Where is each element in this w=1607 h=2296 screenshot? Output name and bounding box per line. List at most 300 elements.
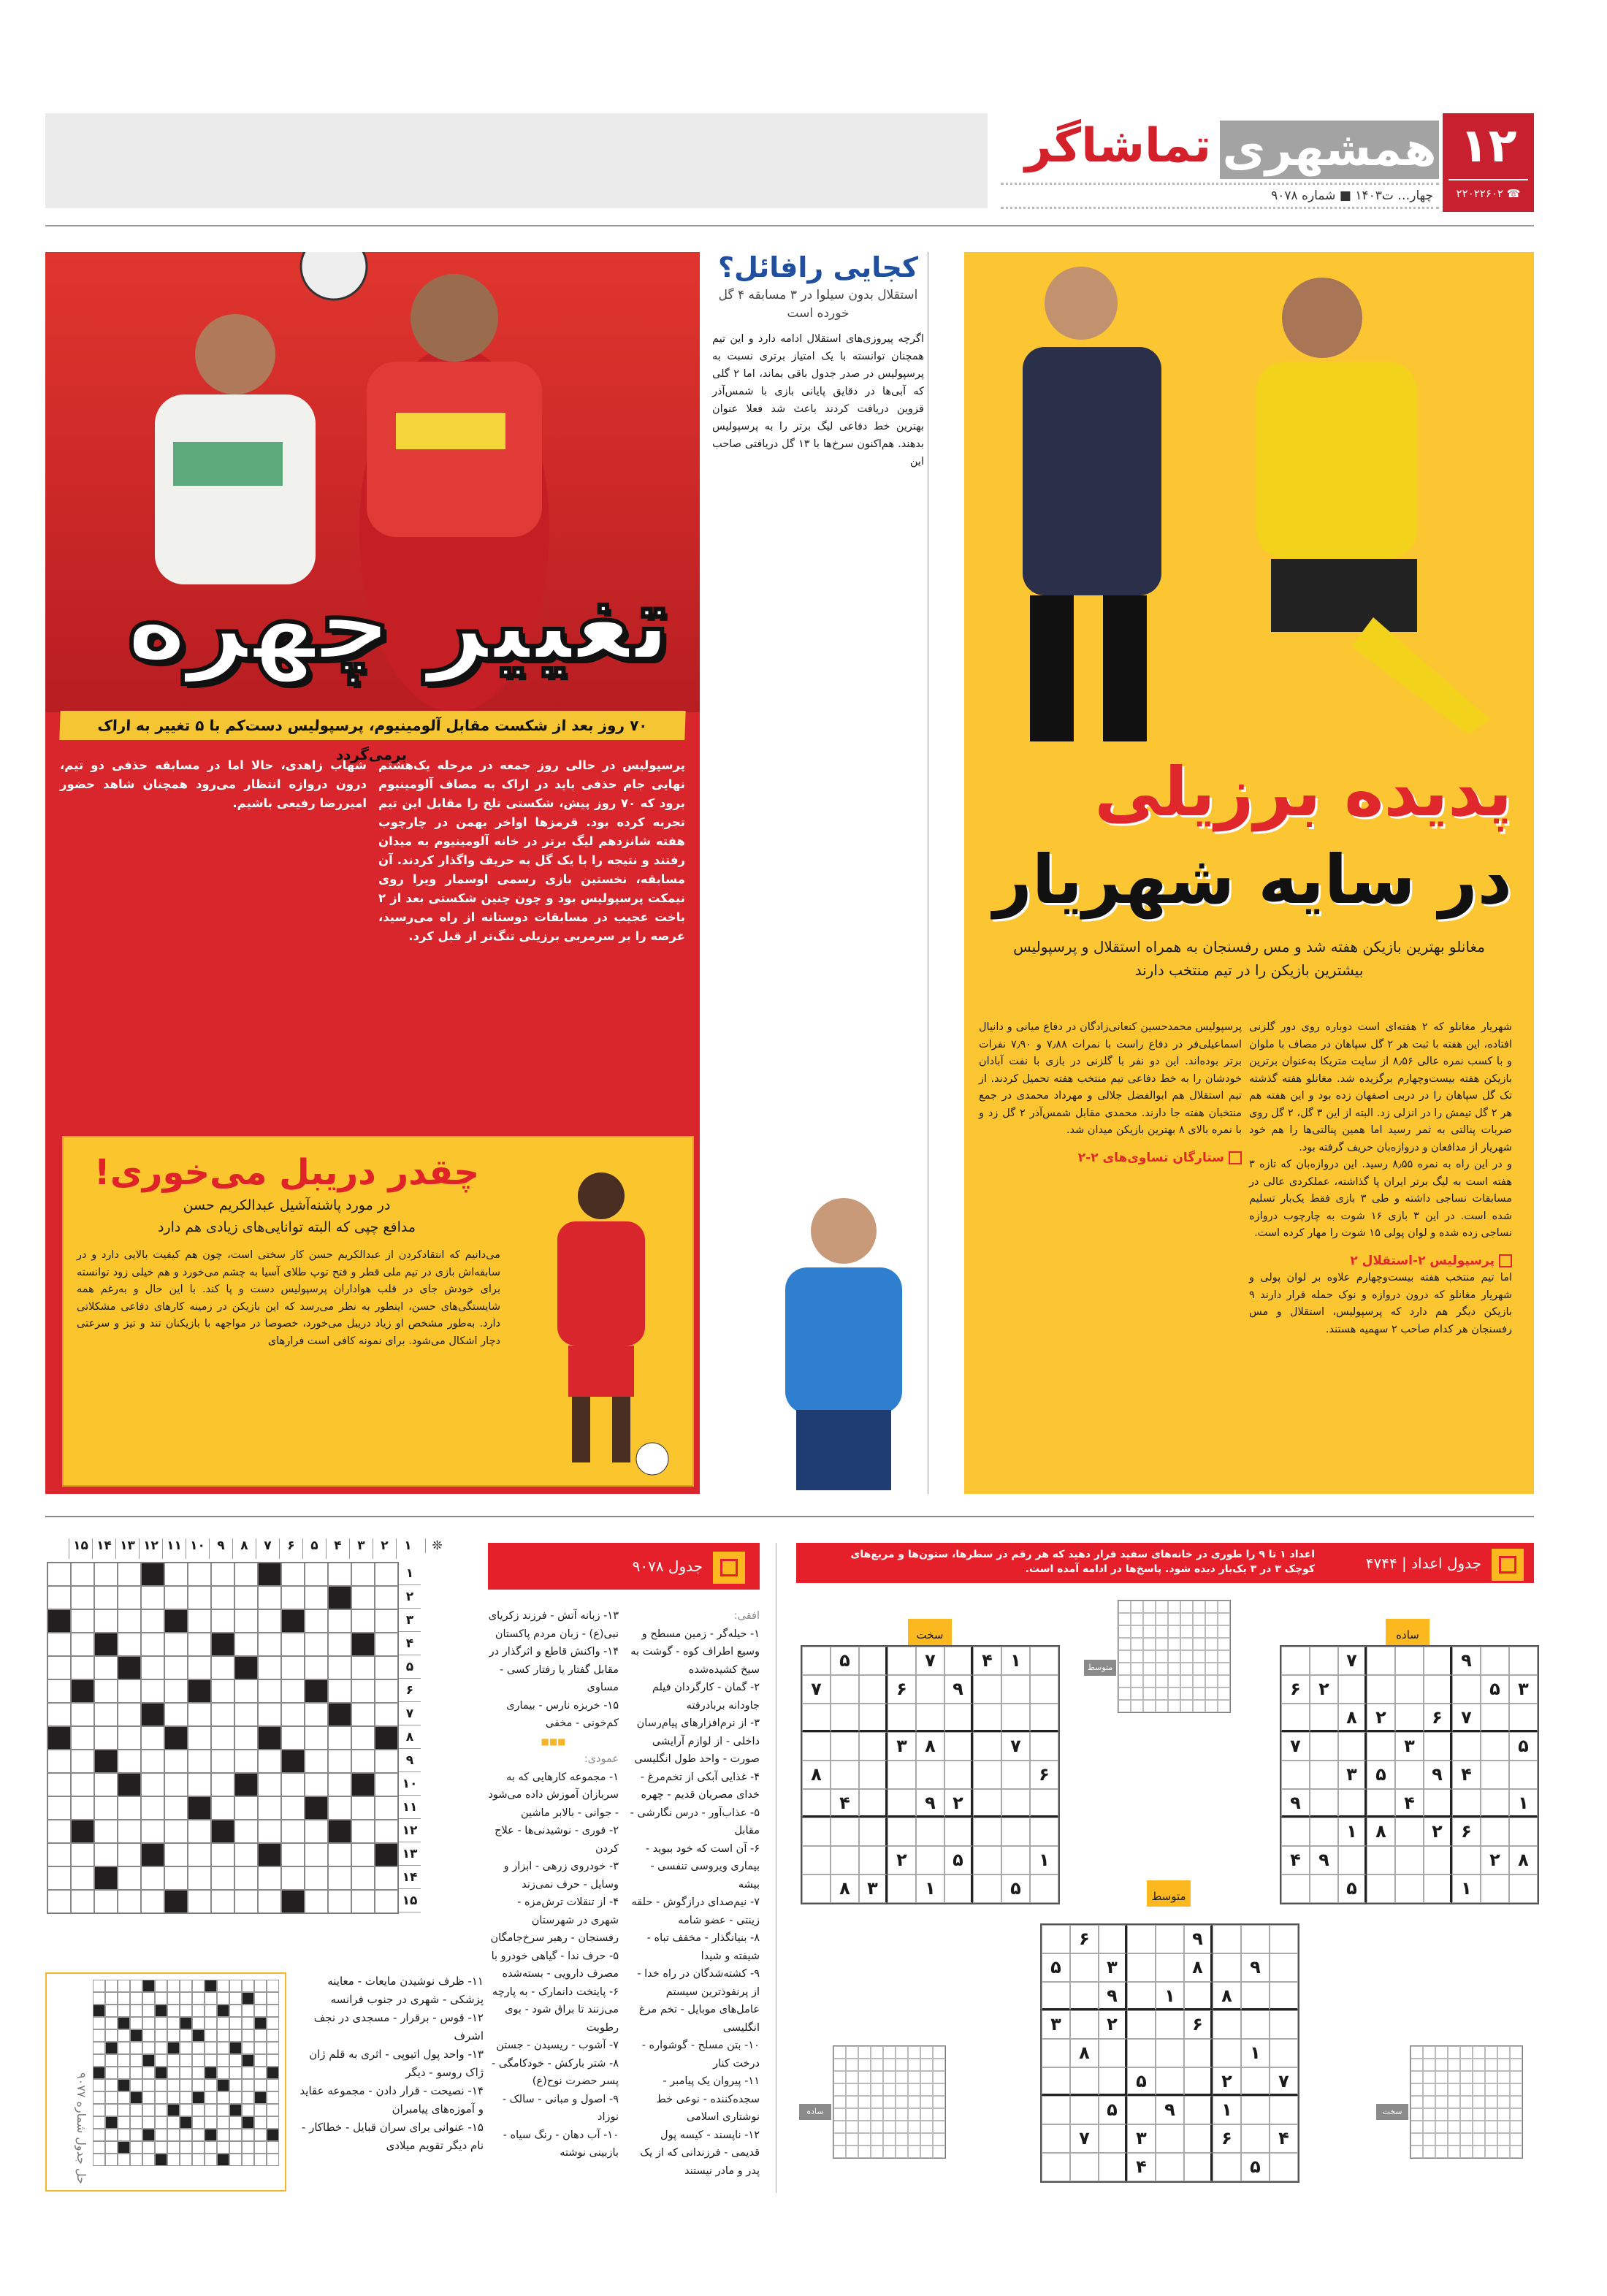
- empty-cell[interactable]: [1156, 2039, 1184, 2067]
- empty-cell[interactable]: [831, 1732, 859, 1761]
- crossword-cell[interactable]: [328, 1843, 351, 1866]
- crossword-cell[interactable]: [164, 1866, 188, 1890]
- crossword-cell[interactable]: [281, 1796, 305, 1820]
- crossword-cell[interactable]: [118, 1750, 141, 1773]
- crossword-cell[interactable]: [188, 1820, 211, 1843]
- empty-cell[interactable]: [1481, 1704, 1509, 1732]
- empty-cell[interactable]: [831, 1761, 859, 1789]
- crossword-cell[interactable]: [71, 1843, 94, 1866]
- crossword-cell[interactable]: [94, 1843, 118, 1866]
- crossword-cell[interactable]: [375, 1656, 398, 1679]
- crossword-cell[interactable]: [328, 1633, 351, 1656]
- crossword-cell[interactable]: [328, 1796, 351, 1820]
- crossword-cell[interactable]: [351, 1750, 375, 1773]
- empty-cell[interactable]: [916, 1761, 944, 1789]
- empty-cell[interactable]: [1042, 2096, 1070, 2124]
- empty-cell[interactable]: [1424, 1732, 1452, 1761]
- crossword-cell[interactable]: [141, 1866, 164, 1890]
- empty-cell[interactable]: [1030, 1818, 1058, 1846]
- empty-cell[interactable]: [859, 1818, 888, 1846]
- crossword-cell[interactable]: [211, 1679, 234, 1703]
- empty-cell[interactable]: [1001, 1761, 1030, 1789]
- crossword-cell[interactable]: [258, 1679, 281, 1703]
- crossword-cell[interactable]: [281, 1633, 305, 1656]
- crossword-cell[interactable]: [118, 1866, 141, 1890]
- crossword-cell[interactable]: [47, 1796, 71, 1820]
- empty-cell[interactable]: [916, 1846, 944, 1874]
- crossword-cell[interactable]: [164, 1843, 188, 1866]
- crossword-cell[interactable]: [234, 1890, 258, 1913]
- empty-cell[interactable]: [888, 1704, 916, 1732]
- crossword-cell[interactable]: [141, 1890, 164, 1913]
- empty-cell[interactable]: [1367, 1675, 1395, 1704]
- sudoku-easy[interactable]: [1280, 1645, 1539, 1904]
- empty-cell[interactable]: [1156, 1925, 1184, 1953]
- empty-cell[interactable]: [1099, 2067, 1127, 2096]
- empty-cell[interactable]: [1270, 1982, 1298, 2010]
- empty-cell[interactable]: [1424, 1874, 1452, 1903]
- crossword-cell[interactable]: [305, 1890, 328, 1913]
- empty-cell[interactable]: [1156, 2153, 1184, 2181]
- empty-cell[interactable]: [1270, 2153, 1298, 2181]
- crossword-cell[interactable]: [211, 1726, 234, 1750]
- crossword-cell[interactable]: [281, 1866, 305, 1890]
- crossword-cell[interactable]: [211, 1866, 234, 1890]
- empty-cell[interactable]: [1270, 2010, 1298, 2039]
- crossword-cell[interactable]: [375, 1609, 398, 1633]
- crossword-cell[interactable]: [141, 1679, 164, 1703]
- empty-cell[interactable]: [1030, 1675, 1058, 1704]
- crossword-cell[interactable]: [118, 1703, 141, 1726]
- empty-cell[interactable]: [888, 1761, 916, 1789]
- empty-cell[interactable]: [1424, 1789, 1452, 1818]
- empty-cell[interactable]: [802, 1704, 831, 1732]
- empty-cell[interactable]: [1156, 2067, 1184, 2096]
- empty-cell[interactable]: [1127, 2039, 1156, 2067]
- crossword-cell[interactable]: [47, 1656, 71, 1679]
- empty-cell[interactable]: [1481, 1647, 1509, 1675]
- empty-cell[interactable]: [1310, 1818, 1338, 1846]
- empty-cell[interactable]: [944, 1732, 973, 1761]
- crossword-cell[interactable]: [375, 1820, 398, 1843]
- empty-cell[interactable]: [1310, 1732, 1338, 1761]
- empty-cell[interactable]: [888, 1874, 916, 1903]
- empty-cell[interactable]: [1213, 1953, 1241, 1982]
- empty-cell[interactable]: [1509, 1704, 1538, 1732]
- empty-cell[interactable]: [1184, 2039, 1213, 2067]
- empty-cell[interactable]: [1310, 1761, 1338, 1789]
- crossword-cell[interactable]: [211, 1703, 234, 1726]
- crossword-cell[interactable]: [234, 1633, 258, 1656]
- crossword-cell[interactable]: [211, 1890, 234, 1913]
- empty-cell[interactable]: [1270, 1925, 1298, 1953]
- empty-cell[interactable]: [1281, 1704, 1310, 1732]
- crossword-cell[interactable]: [351, 1679, 375, 1703]
- crossword-cell[interactable]: [164, 1656, 188, 1679]
- crossword-cell[interactable]: [281, 1586, 305, 1609]
- crossword-cell[interactable]: [305, 1726, 328, 1750]
- crossword-cell[interactable]: [328, 1563, 351, 1586]
- crossword-cell[interactable]: [258, 1633, 281, 1656]
- empty-cell[interactable]: [1424, 1647, 1452, 1675]
- crossword-cell[interactable]: [188, 1866, 211, 1890]
- crossword-cell[interactable]: [375, 1750, 398, 1773]
- empty-cell[interactable]: [1030, 1789, 1058, 1818]
- crossword-cell[interactable]: [141, 1796, 164, 1820]
- empty-cell[interactable]: [1367, 1846, 1395, 1874]
- crossword-cell[interactable]: [47, 1820, 71, 1843]
- empty-cell[interactable]: [831, 1818, 859, 1846]
- crossword-cell[interactable]: [188, 1750, 211, 1773]
- crossword-cell[interactable]: [258, 1750, 281, 1773]
- crossword-cell[interactable]: [188, 1656, 211, 1679]
- empty-cell[interactable]: [1184, 2124, 1213, 2153]
- crossword-cell[interactable]: [141, 1633, 164, 1656]
- crossword-cell[interactable]: [258, 1703, 281, 1726]
- empty-cell[interactable]: [973, 1818, 1001, 1846]
- empty-cell[interactable]: [859, 1846, 888, 1874]
- crossword-cell[interactable]: [234, 1609, 258, 1633]
- crossword-cell[interactable]: [118, 1726, 141, 1750]
- crossword-cell[interactable]: [375, 1796, 398, 1820]
- empty-cell[interactable]: [1367, 1789, 1395, 1818]
- crossword-cell[interactable]: [375, 1633, 398, 1656]
- crossword-cell[interactable]: [375, 1866, 398, 1890]
- crossword-cell[interactable]: [258, 1609, 281, 1633]
- crossword-cell[interactable]: [94, 1890, 118, 1913]
- crossword-cell[interactable]: [305, 1703, 328, 1726]
- crossword-cell[interactable]: [118, 1820, 141, 1843]
- crossword-cell[interactable]: [71, 1609, 94, 1633]
- crossword-cell[interactable]: [141, 1586, 164, 1609]
- crossword-cell[interactable]: [328, 1750, 351, 1773]
- empty-cell[interactable]: [1338, 1732, 1367, 1761]
- empty-cell[interactable]: [944, 1704, 973, 1732]
- crossword-cell[interactable]: [234, 1726, 258, 1750]
- crossword-cell[interactable]: [47, 1633, 71, 1656]
- empty-cell[interactable]: [1213, 2039, 1241, 2067]
- crossword-cell[interactable]: [351, 1843, 375, 1866]
- crossword-cell[interactable]: [141, 1750, 164, 1773]
- crossword-cell[interactable]: [71, 1750, 94, 1773]
- crossword-cell[interactable]: [47, 1866, 71, 1890]
- crossword-cell[interactable]: [281, 1656, 305, 1679]
- empty-cell[interactable]: [1310, 1874, 1338, 1903]
- crossword-cell[interactable]: [328, 1679, 351, 1703]
- empty-cell[interactable]: [888, 1789, 916, 1818]
- crossword-cell[interactable]: [258, 1773, 281, 1796]
- empty-cell[interactable]: [1424, 1846, 1452, 1874]
- crossword-cell[interactable]: [351, 1726, 375, 1750]
- crossword-cell[interactable]: [258, 1586, 281, 1609]
- crossword-cell[interactable]: [305, 1609, 328, 1633]
- crossword-cell[interactable]: [164, 1586, 188, 1609]
- empty-cell[interactable]: [916, 1818, 944, 1846]
- empty-cell[interactable]: [1127, 1953, 1156, 1982]
- crossword-cell[interactable]: [211, 1656, 234, 1679]
- empty-cell[interactable]: [1270, 1953, 1298, 1982]
- empty-cell[interactable]: [1001, 1675, 1030, 1704]
- crossword-cell[interactable]: [351, 1796, 375, 1820]
- empty-cell[interactable]: [859, 1789, 888, 1818]
- crossword-cell[interactable]: [305, 1843, 328, 1866]
- crossword-cell[interactable]: [328, 1726, 351, 1750]
- crossword-cell[interactable]: [281, 1843, 305, 1866]
- sudoku-hard[interactable]: [801, 1645, 1060, 1904]
- empty-cell[interactable]: [1030, 1704, 1058, 1732]
- crossword-cell[interactable]: [188, 1563, 211, 1586]
- crossword-cell[interactable]: [305, 1586, 328, 1609]
- crossword-cell[interactable]: [141, 1773, 164, 1796]
- empty-cell[interactable]: [944, 1647, 973, 1675]
- crossword-cell[interactable]: [211, 1773, 234, 1796]
- crossword-cell[interactable]: [281, 1679, 305, 1703]
- empty-cell[interactable]: [916, 1675, 944, 1704]
- crossword-cell[interactable]: [351, 1656, 375, 1679]
- crossword-cell[interactable]: [71, 1796, 94, 1820]
- crossword-cell[interactable]: [118, 1796, 141, 1820]
- crossword-cell[interactable]: [118, 1843, 141, 1866]
- crossword-cell[interactable]: [164, 1563, 188, 1586]
- empty-cell[interactable]: [888, 1818, 916, 1846]
- crossword-cell[interactable]: [118, 1586, 141, 1609]
- crossword-cell[interactable]: [211, 1586, 234, 1609]
- crossword-cell[interactable]: [94, 1586, 118, 1609]
- empty-cell[interactable]: [859, 1732, 888, 1761]
- empty-cell[interactable]: [1213, 2153, 1241, 2181]
- crossword-cell[interactable]: [258, 1866, 281, 1890]
- crossword-cell[interactable]: [258, 1890, 281, 1913]
- empty-cell[interactable]: [1452, 1675, 1481, 1704]
- crossword-cell[interactable]: [328, 1866, 351, 1890]
- empty-cell[interactable]: [1481, 1874, 1509, 1903]
- empty-cell[interactable]: [1127, 1925, 1156, 1953]
- empty-cell[interactable]: [973, 1732, 1001, 1761]
- crossword-cell[interactable]: [47, 1843, 71, 1866]
- empty-cell[interactable]: [859, 1675, 888, 1704]
- empty-cell[interactable]: [1424, 1675, 1452, 1704]
- sudoku-medium[interactable]: [1040, 1923, 1299, 2183]
- crossword-cell[interactable]: [94, 1679, 118, 1703]
- crossword-cell[interactable]: [164, 1750, 188, 1773]
- empty-cell[interactable]: [1042, 2153, 1070, 2181]
- crossword-cell[interactable]: [305, 1633, 328, 1656]
- empty-cell[interactable]: [1241, 1925, 1270, 1953]
- empty-cell[interactable]: [1127, 2096, 1156, 2124]
- empty-cell[interactable]: [859, 1704, 888, 1732]
- crossword-cell[interactable]: [258, 1656, 281, 1679]
- empty-cell[interactable]: [1270, 2096, 1298, 2124]
- crossword-cell[interactable]: [351, 1890, 375, 1913]
- empty-cell[interactable]: [1042, 1982, 1070, 2010]
- empty-cell[interactable]: [1213, 2010, 1241, 2039]
- crossword-cell[interactable]: [71, 1773, 94, 1796]
- empty-cell[interactable]: [1310, 1704, 1338, 1732]
- crossword-cell[interactable]: [234, 1703, 258, 1726]
- crossword-cell[interactable]: [94, 1820, 118, 1843]
- crossword-cell[interactable]: [118, 1609, 141, 1633]
- crossword-cell[interactable]: [211, 1563, 234, 1586]
- crossword-cell[interactable]: [234, 1563, 258, 1586]
- crossword-cell[interactable]: [328, 1609, 351, 1633]
- empty-cell[interactable]: [1184, 2096, 1213, 2124]
- empty-cell[interactable]: [1509, 1761, 1538, 1789]
- empty-cell[interactable]: [1395, 1818, 1424, 1846]
- crossword-cell[interactable]: [375, 1679, 398, 1703]
- crossword-cell[interactable]: [281, 1703, 305, 1726]
- empty-cell[interactable]: [1184, 2067, 1213, 2096]
- empty-cell[interactable]: [831, 1675, 859, 1704]
- empty-cell[interactable]: [1099, 1925, 1127, 1953]
- empty-cell[interactable]: [1099, 2039, 1127, 2067]
- empty-cell[interactable]: [1241, 2096, 1270, 2124]
- empty-cell[interactable]: [1099, 2153, 1127, 2181]
- empty-cell[interactable]: [1030, 1647, 1058, 1675]
- empty-cell[interactable]: [1452, 1846, 1481, 1874]
- crossword-cell[interactable]: [94, 1703, 118, 1726]
- empty-cell[interactable]: [1099, 2124, 1127, 2153]
- crossword-cell[interactable]: [258, 1796, 281, 1820]
- crossword-cell[interactable]: [188, 1633, 211, 1656]
- empty-cell[interactable]: [1156, 2010, 1184, 2039]
- crossword-cell[interactable]: [141, 1656, 164, 1679]
- empty-cell[interactable]: [831, 1846, 859, 1874]
- crossword-cell[interactable]: [94, 1726, 118, 1750]
- crossword-cell[interactable]: [188, 1890, 211, 1913]
- crossword-cell[interactable]: [71, 1890, 94, 1913]
- crossword-cell[interactable]: [118, 1563, 141, 1586]
- crossword-cell[interactable]: [118, 1633, 141, 1656]
- empty-cell[interactable]: [944, 1761, 973, 1789]
- crossword-cell[interactable]: [141, 1609, 164, 1633]
- empty-cell[interactable]: [1338, 1846, 1367, 1874]
- crossword-cell[interactable]: [47, 1563, 71, 1586]
- empty-cell[interactable]: [1509, 1818, 1538, 1846]
- crossword-cell[interactable]: [234, 1679, 258, 1703]
- empty-cell[interactable]: [1001, 1846, 1030, 1874]
- empty-cell[interactable]: [973, 1704, 1001, 1732]
- empty-cell[interactable]: [1042, 2067, 1070, 2096]
- empty-cell[interactable]: [916, 1704, 944, 1732]
- empty-cell[interactable]: [1070, 2010, 1099, 2039]
- crossword-cell[interactable]: [211, 1609, 234, 1633]
- empty-cell[interactable]: [888, 1647, 916, 1675]
- crossword-cell[interactable]: [328, 1656, 351, 1679]
- empty-cell[interactable]: [1310, 1789, 1338, 1818]
- crossword-cell[interactable]: [164, 1796, 188, 1820]
- empty-cell[interactable]: [859, 1761, 888, 1789]
- crossword-cell[interactable]: [47, 1773, 71, 1796]
- crossword-cell[interactable]: [328, 1773, 351, 1796]
- crossword-cell[interactable]: [94, 1796, 118, 1820]
- crossword-cell[interactable]: [164, 1703, 188, 1726]
- crossword-cell[interactable]: [351, 1586, 375, 1609]
- empty-cell[interactable]: [1213, 1925, 1241, 1953]
- crossword-cell[interactable]: [94, 1563, 118, 1586]
- crossword-cell[interactable]: [351, 1609, 375, 1633]
- crossword-cell[interactable]: [71, 1726, 94, 1750]
- empty-cell[interactable]: [1395, 1874, 1424, 1903]
- crossword-cell[interactable]: [351, 1866, 375, 1890]
- empty-cell[interactable]: [1310, 1647, 1338, 1675]
- empty-cell[interactable]: [944, 1818, 973, 1846]
- crossword-cell[interactable]: [211, 1796, 234, 1820]
- empty-cell[interactable]: [1156, 1953, 1184, 1982]
- empty-cell[interactable]: [1281, 1874, 1310, 1903]
- empty-cell[interactable]: [973, 1675, 1001, 1704]
- crossword-cell[interactable]: [211, 1843, 234, 1866]
- crossword-cell[interactable]: [281, 1773, 305, 1796]
- crossword-cell[interactable]: [351, 1563, 375, 1586]
- crossword-cell[interactable]: [164, 1633, 188, 1656]
- empty-cell[interactable]: [1042, 2124, 1070, 2153]
- crossword-cell[interactable]: [305, 1773, 328, 1796]
- crossword-cell[interactable]: [281, 1563, 305, 1586]
- empty-cell[interactable]: [1241, 2010, 1270, 2039]
- empty-cell[interactable]: [802, 1789, 831, 1818]
- empty-cell[interactable]: [802, 1874, 831, 1903]
- empty-cell[interactable]: [1452, 1732, 1481, 1761]
- crossword-cell[interactable]: [234, 1586, 258, 1609]
- empty-cell[interactable]: [1127, 1982, 1156, 2010]
- empty-cell[interactable]: [1070, 2153, 1099, 2181]
- empty-cell[interactable]: [1001, 1818, 1030, 1846]
- crossword-cell[interactable]: [234, 1796, 258, 1820]
- crossword-cell[interactable]: [188, 1586, 211, 1609]
- empty-cell[interactable]: [1367, 1647, 1395, 1675]
- crossword-cell[interactable]: [234, 1820, 258, 1843]
- empty-cell[interactable]: [1338, 1675, 1367, 1704]
- crossword-cell[interactable]: [234, 1750, 258, 1773]
- empty-cell[interactable]: [1184, 2153, 1213, 2181]
- crossword-cell[interactable]: [281, 1726, 305, 1750]
- crossword-cell[interactable]: [281, 1820, 305, 1843]
- empty-cell[interactable]: [973, 1846, 1001, 1874]
- empty-cell[interactable]: [1241, 1982, 1270, 2010]
- crossword-cell[interactable]: [188, 1703, 211, 1726]
- empty-cell[interactable]: [1001, 1789, 1030, 1818]
- empty-cell[interactable]: [802, 1732, 831, 1761]
- crossword-cell[interactable]: [71, 1633, 94, 1656]
- empty-cell[interactable]: [1281, 1818, 1310, 1846]
- empty-cell[interactable]: [1395, 1647, 1424, 1675]
- empty-cell[interactable]: [1367, 1732, 1395, 1761]
- crossword-cell[interactable]: [375, 1773, 398, 1796]
- empty-cell[interactable]: [802, 1647, 831, 1675]
- crossword-cell[interactable]: [188, 1726, 211, 1750]
- crossword-cell[interactable]: [188, 1773, 211, 1796]
- empty-cell[interactable]: [1270, 2039, 1298, 2067]
- empty-cell[interactable]: [802, 1846, 831, 1874]
- crossword-cell[interactable]: [164, 1773, 188, 1796]
- crossword-cell[interactable]: [164, 1820, 188, 1843]
- empty-cell[interactable]: [802, 1818, 831, 1846]
- empty-cell[interactable]: [973, 1874, 1001, 1903]
- empty-cell[interactable]: [1367, 1874, 1395, 1903]
- crossword-cell[interactable]: [328, 1890, 351, 1913]
- empty-cell[interactable]: [859, 1647, 888, 1675]
- empty-cell[interactable]: [1481, 1818, 1509, 1846]
- empty-cell[interactable]: [831, 1704, 859, 1732]
- crossword-cell[interactable]: [141, 1820, 164, 1843]
- crossword-cell[interactable]: [375, 1703, 398, 1726]
- crossword-cell[interactable]: [351, 1703, 375, 1726]
- empty-cell[interactable]: [1184, 1982, 1213, 2010]
- empty-cell[interactable]: [1509, 1647, 1538, 1675]
- empty-cell[interactable]: [1030, 1732, 1058, 1761]
- crossword-cell[interactable]: [305, 1750, 328, 1773]
- crossword-cell[interactable]: [71, 1866, 94, 1890]
